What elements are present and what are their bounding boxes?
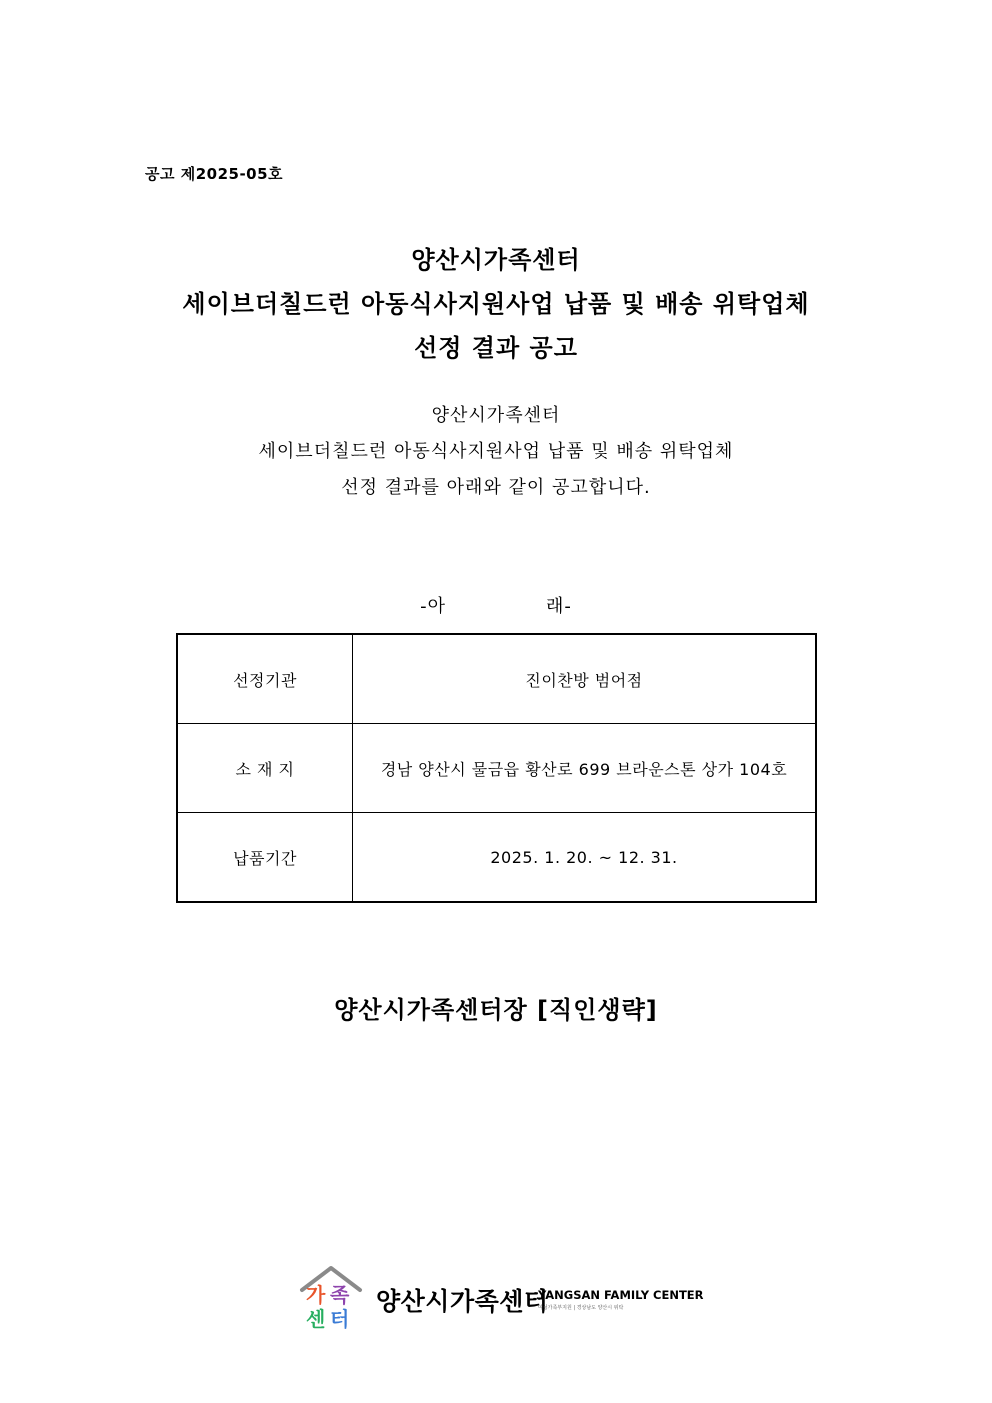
table-row (177, 634, 816, 724)
table-value-cell: 2025. 1. 20. ~ 12. 31. (353, 813, 817, 903)
intro-line-3: 선정 결과를 아래와 같이 공고합니다. (341, 477, 651, 498)
table-label-cell: 납품기간 (177, 813, 353, 903)
logo-name-korean: 양산시가족센터 (376, 1287, 549, 1316)
table-row (177, 724, 816, 813)
table-value-cell: 경남 양산시 물금읍 황산로 699 브라운스톤 상가 104호 (353, 724, 817, 813)
logo-tagline: 여성가족부지원 | 경상남도 양산시 위탁 (538, 1305, 624, 1311)
logo-char-sen: 센 (306, 1307, 326, 1330)
below-heading-right: 래- (546, 596, 572, 617)
title-line-2: 세이브더칠드런 아동식사지원사업 납품 및 배송 위탁업체 (182, 290, 810, 318)
logo-char-jok: 족 (330, 1283, 350, 1307)
title-line-1: 양산시가족센터 (411, 246, 581, 274)
title-line-3: 선정 결과 공고 (414, 334, 578, 362)
intro-line-1: 양산시가족센터 (431, 405, 561, 426)
logo-char-ga: 가 (306, 1283, 326, 1307)
table-value-cell: 진이찬방 범어점 (353, 634, 817, 724)
table-label-cell: 선정기관 (177, 634, 353, 724)
logo-name-english: YANGSAN FAMILY CENTER (538, 1288, 704, 1302)
footer-logo (298, 1264, 718, 1334)
intro-line-2: 세이브더칠드런 아동식사지원사업 납품 및 배송 위탁업체 (258, 441, 734, 462)
table-label-cell: 소 재 지 (177, 724, 353, 813)
details-table (176, 633, 817, 903)
logo-char-teo: 터 (330, 1307, 350, 1330)
document-title (0, 238, 992, 370)
intro-text (0, 398, 992, 506)
table-row (177, 813, 816, 903)
family-center-logo-icon (298, 1264, 364, 1330)
notice-number: 공고 제2025-05호 (145, 165, 284, 183)
below-heading-left: -아 (420, 596, 446, 617)
signer-line: 양산시가족센터장 [직인생략] (334, 996, 658, 1024)
below-heading (0, 592, 992, 618)
